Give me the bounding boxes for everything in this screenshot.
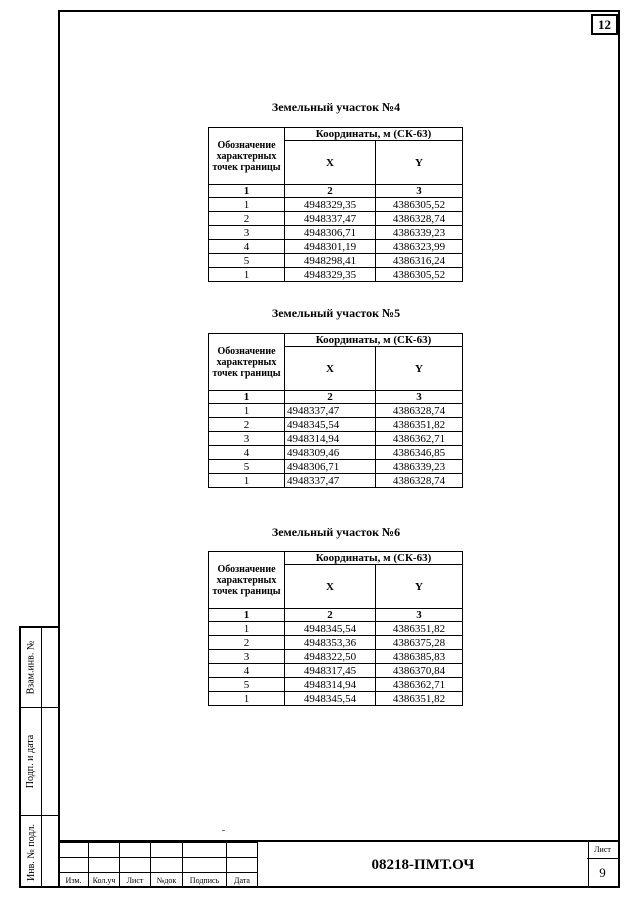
coord-y: 4386328,74 bbox=[376, 404, 463, 418]
coord-y: 4386362,71 bbox=[376, 678, 463, 692]
page-number-top: 12 bbox=[591, 14, 618, 35]
coord-x: 4948345,54 bbox=[285, 622, 376, 636]
table-row bbox=[209, 622, 463, 636]
point-number: 4 bbox=[209, 240, 285, 254]
point-number: 1 bbox=[209, 692, 285, 706]
table-row bbox=[209, 418, 463, 432]
sheet-number: 9 bbox=[599, 865, 606, 880]
coord-y: 4386351,82 bbox=[376, 418, 463, 432]
point-number: 4 bbox=[209, 446, 285, 460]
col-num: 1 bbox=[209, 185, 285, 198]
coords-table bbox=[208, 127, 463, 282]
coord-y: 4386370,84 bbox=[376, 664, 463, 678]
table-row bbox=[209, 212, 463, 226]
title-block-grid bbox=[58, 842, 258, 888]
table-row bbox=[209, 198, 463, 212]
coord-x: 4948337,47 bbox=[285, 212, 376, 226]
coord-x: 4948322,50 bbox=[285, 650, 376, 664]
coord-y: 4386328,74 bbox=[376, 212, 463, 226]
point-number: 1 bbox=[209, 404, 285, 418]
coord-y: 4386385,83 bbox=[376, 650, 463, 664]
point-number: 5 bbox=[209, 678, 285, 692]
coord-y: 4386362,71 bbox=[376, 432, 463, 446]
col-num: 2 bbox=[285, 185, 376, 198]
point-number: 1 bbox=[209, 474, 285, 488]
header-designation: Обозначение характерных точек границы bbox=[209, 128, 285, 185]
point-number: 2 bbox=[209, 636, 285, 650]
table-row bbox=[209, 650, 463, 664]
sidebar-cell-inv-orig bbox=[21, 816, 60, 888]
coord-y: 4386375,28 bbox=[376, 636, 463, 650]
header-y: Y bbox=[376, 565, 463, 609]
coords-table bbox=[208, 551, 463, 706]
sidebar-label-sign-date: Подп. и дата bbox=[25, 734, 37, 789]
header-y: Y bbox=[376, 347, 463, 391]
coord-x: 4948337,47 bbox=[285, 404, 376, 418]
coord-y: 4386328,74 bbox=[376, 474, 463, 488]
point-number: 1 bbox=[209, 198, 285, 212]
coord-x: 4948301,19 bbox=[285, 240, 376, 254]
coord-x: 4948329,35 bbox=[285, 268, 376, 282]
point-number: 3 bbox=[209, 432, 285, 446]
coord-y: 4386339,23 bbox=[376, 226, 463, 240]
table-row bbox=[209, 460, 463, 474]
col-num: 2 bbox=[285, 609, 376, 622]
coord-y: 4386305,52 bbox=[376, 268, 463, 282]
col-num: 1 bbox=[209, 609, 285, 622]
coord-x: 4948345,54 bbox=[285, 418, 376, 432]
coord-x: 4948317,45 bbox=[285, 664, 376, 678]
col-num: 1 bbox=[209, 391, 285, 404]
point-number: 3 bbox=[209, 650, 285, 664]
coord-x: 4948314,94 bbox=[285, 678, 376, 692]
coord-x: 4948353,36 bbox=[285, 636, 376, 650]
sidebar-cell-inv-replace bbox=[21, 628, 60, 708]
point-number: 5 bbox=[209, 254, 285, 268]
coord-x: 4948345,54 bbox=[285, 692, 376, 706]
coord-x: 4948329,35 bbox=[285, 198, 376, 212]
table-row bbox=[209, 474, 463, 488]
table-row bbox=[209, 268, 463, 282]
stamp-col-doc: №док bbox=[151, 873, 183, 888]
sheet-label: Лист bbox=[587, 842, 618, 859]
header-y: Y bbox=[376, 141, 463, 185]
header-designation: Обозначение характерных точек границы bbox=[209, 552, 285, 609]
sidebar-cell-sign-date bbox=[21, 708, 60, 816]
parcel-title: Земельный участок №6 bbox=[271, 525, 401, 539]
point-number: 3 bbox=[209, 226, 285, 240]
header-coords: Координаты, м (СК-63) bbox=[285, 334, 463, 347]
point-number: 1 bbox=[209, 622, 285, 636]
point-number: 2 bbox=[209, 212, 285, 226]
col-num: 3 bbox=[376, 609, 463, 622]
coord-y: 4386323,99 bbox=[376, 240, 463, 254]
header-x: X bbox=[285, 565, 376, 609]
stamp-col-count: Кол.уч bbox=[89, 873, 120, 888]
parcel-title: Земельный участок №5 bbox=[271, 306, 401, 320]
header-designation: Обозначение характерных точек границы bbox=[209, 334, 285, 391]
header-coords: Координаты, м (СК-63) bbox=[285, 552, 463, 565]
coord-x: 4948309,46 bbox=[285, 446, 376, 460]
coord-y: 4386339,23 bbox=[376, 460, 463, 474]
col-num: 2 bbox=[285, 391, 376, 404]
stamp-col-date: Дата bbox=[227, 873, 258, 888]
coord-x: 4948337,47 bbox=[285, 474, 376, 488]
coord-y: 4386351,82 bbox=[376, 622, 463, 636]
table-row bbox=[209, 692, 463, 706]
table-row bbox=[209, 432, 463, 446]
table-row bbox=[209, 254, 463, 268]
coord-x: 4948298,41 bbox=[285, 254, 376, 268]
table-row bbox=[209, 446, 463, 460]
coord-x: 4948314,94 bbox=[285, 432, 376, 446]
coord-y: 4386346,85 bbox=[376, 446, 463, 460]
stamp-col-sheet: Лист bbox=[120, 873, 151, 888]
table-row bbox=[209, 678, 463, 692]
table-row bbox=[209, 226, 463, 240]
title-block bbox=[58, 840, 620, 888]
col-num: 3 bbox=[376, 391, 463, 404]
stamp-col-change: Изм. bbox=[59, 873, 89, 888]
coord-y: 4386305,52 bbox=[376, 198, 463, 212]
table-row bbox=[209, 636, 463, 650]
coord-x: 4948306,71 bbox=[285, 226, 376, 240]
header-x: X bbox=[285, 347, 376, 391]
sidebar-label-inv-orig: Инв. № подл. bbox=[25, 823, 37, 881]
parcel-title: Земельный участок №4 bbox=[271, 100, 401, 114]
point-number: 1 bbox=[209, 268, 285, 282]
col-num: 3 bbox=[376, 185, 463, 198]
point-number: 5 bbox=[209, 460, 285, 474]
sidebar-stamp bbox=[19, 626, 58, 888]
table-row bbox=[209, 404, 463, 418]
point-number: 2 bbox=[209, 418, 285, 432]
header-coords: Координаты, м (СК-63) bbox=[285, 128, 463, 141]
sidebar-label-inv-replace: Взам.инв. № bbox=[25, 640, 37, 695]
table-row bbox=[209, 664, 463, 678]
document-code: 08218-ПМТ.ОЧ bbox=[257, 842, 589, 888]
coord-y: 4386316,24 bbox=[376, 254, 463, 268]
sheet-box bbox=[587, 842, 618, 888]
coord-y: 4386351,82 bbox=[376, 692, 463, 706]
coord-x: 4948306,71 bbox=[285, 460, 376, 474]
header-x: X bbox=[285, 141, 376, 185]
coords-table bbox=[208, 333, 463, 488]
scan-dot bbox=[222, 830, 225, 831]
point-number: 4 bbox=[209, 664, 285, 678]
stamp-col-signature: Подпись bbox=[183, 873, 227, 888]
table-row bbox=[209, 240, 463, 254]
